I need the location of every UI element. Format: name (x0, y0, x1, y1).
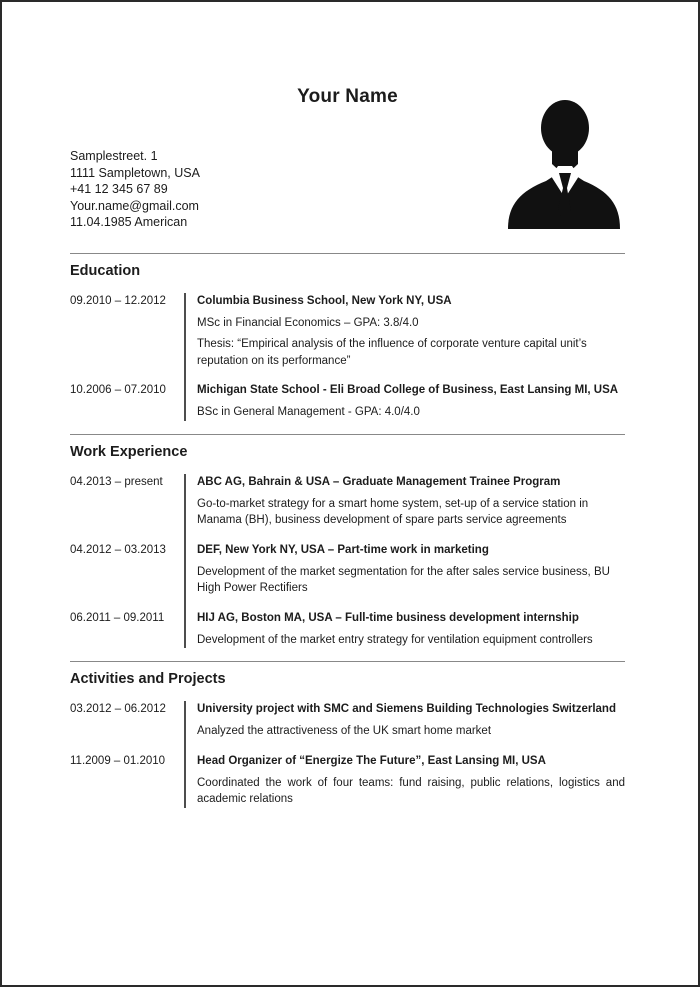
entry-title: Head Organizer of “Energize The Future”, East Lansing MI, USA (197, 754, 546, 767)
resume-entry (70, 542, 625, 610)
section-heading: Activities and Projects (70, 671, 226, 687)
resume-section (70, 434, 625, 662)
resume-entry (70, 610, 625, 662)
entry-date: 03.2012 – 06.2012 (70, 703, 166, 715)
entry-detail: Thesis: “Empirical analysis of the influence of corporate venture capital unit’s reputation on its performance” (197, 338, 587, 367)
entry-title: Michigan State School - Eli Broad College of Business, East Lansing MI, USA (197, 384, 619, 396)
section-heading: Work Experience (70, 443, 188, 460)
profile-photo (504, 92, 624, 232)
entry-details (197, 723, 625, 740)
entry-date: 04.2013 – present (70, 475, 163, 488)
entry-detail: Go-to-market strategy for a smart home system, set-up of a service station in Manama (BH), business development of spare parts service agreements (197, 497, 589, 526)
section-divider (70, 253, 625, 254)
entry-content (184, 610, 625, 649)
section-divider (70, 434, 625, 435)
entry-content (184, 701, 625, 753)
entry-title: University project with SMC and Siemens Building Technologies Switzerland (197, 703, 616, 715)
entry-details (197, 496, 625, 529)
contact-email: Your.name@gmail.com (70, 198, 199, 213)
entry-details (197, 632, 625, 649)
entry-details (197, 775, 625, 808)
contact-birthdate-nationality: 11.04.1985 American (70, 215, 188, 229)
resume-entry (70, 701, 625, 753)
entry-title: DEF, New York NY, USA – Part-time work in marketing (197, 543, 489, 556)
entry-content (184, 753, 625, 808)
contact-street: Samplestreet. 1 (70, 149, 158, 163)
entry-details (197, 564, 625, 597)
entry-detail: Development of the market entry strategy for ventilation equipment controllers (197, 633, 593, 646)
entry-content (184, 293, 625, 383)
resume-name: Your Name (297, 86, 398, 107)
contact-city: 1111 Sampletown, USA (70, 165, 200, 180)
entry-detail: Coordinated the work of four teams: fund raising, public relations, logistics and academic relations (197, 776, 625, 805)
entry-content (184, 542, 625, 610)
resume-section (70, 253, 625, 434)
entry-date: 09.2010 – 12.2012 (70, 294, 166, 307)
section-entries (70, 293, 625, 434)
contact-phone: +41 12 345 67 89 (70, 182, 168, 196)
entry-title: ABC AG, Bahrain & USA – Graduate Management Trainee Program (197, 475, 561, 488)
entry-date: 06.2011 – 09.2011 (70, 611, 165, 624)
entry-detail: Development of the market segmentation for the after sales service business, BU High Power Rectifiers (197, 565, 610, 594)
entry-title: HIJ AG, Boston MA, USA – Full-time business development internship (197, 611, 579, 624)
entry-detail: BSc in General Management - GPA: 4.0/4.0 (197, 406, 420, 418)
entry-details (197, 404, 625, 421)
resume-entry (70, 474, 625, 542)
sections (70, 253, 625, 821)
resume-entry (70, 382, 625, 434)
entry-detail: MSc in Financial Economics – GPA: 3.8/4.0 (197, 316, 419, 329)
section-entries (70, 474, 625, 662)
section-entries (70, 701, 625, 821)
entry-date: 04.2012 – 03.2013 (70, 543, 166, 556)
entry-content (184, 382, 625, 421)
entry-detail: Analyzed the attractiveness of the UK smart home market (197, 725, 492, 737)
entry-date: 10.2006 – 07.2010 (70, 384, 166, 396)
section-heading: Education (70, 262, 141, 279)
resume-entry (70, 293, 625, 383)
resume-section (70, 661, 625, 821)
person-silhouette-icon (504, 92, 624, 232)
entry-date: 11.2009 – 01.2010 (70, 754, 166, 767)
entry-content (184, 474, 625, 542)
entry-details (197, 315, 625, 370)
resume-entry (70, 753, 625, 821)
entry-title: Columbia Business School, New York NY, USA (197, 294, 452, 307)
section-divider (70, 661, 625, 662)
